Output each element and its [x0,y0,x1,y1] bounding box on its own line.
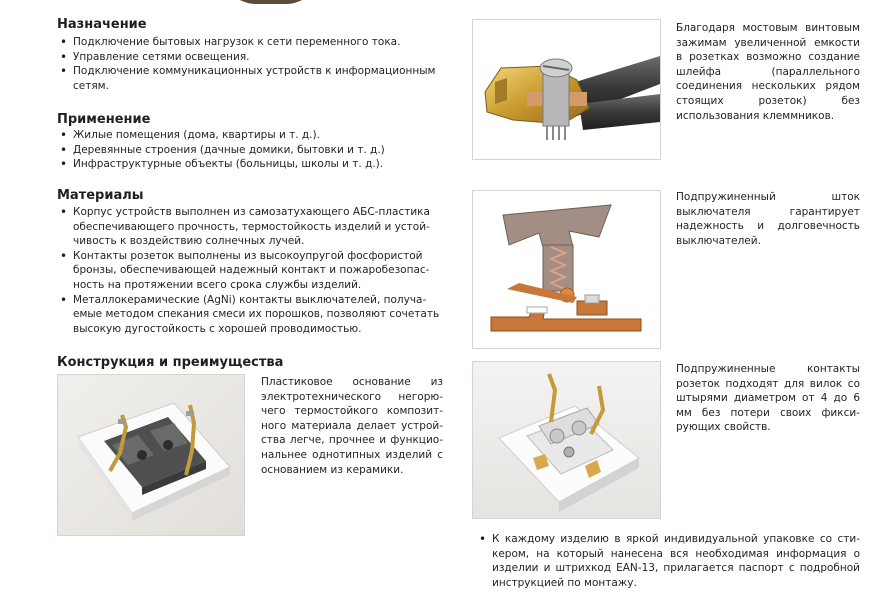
list-item: • Металлокерамические (AgNi) контакты выключателей, получаемые методом спекания смеси их порошков, позволяют сочетать высокую дугостойкость с хорошей проводимостью. [57,293,446,337]
list-item: • Жилые помещения (дома, квартиры и т. д.). [57,128,446,143]
socket-base-photo [57,374,245,536]
contacts-text: Подпружиненные контакты розеток подходят для вилок со штырями диаметром от 4 до 6 мм без потери своих фиксирующих свойств. [676,363,860,434]
materials-list [57,205,446,336]
application-title: Применение [57,112,151,127]
construction-text: Пластиковое основание из электротехнического негорючего термостойкого композитного материала делает устройства легче, прочнее и функциональнее однотипных изделий с основанием из керамики. [261,376,443,476]
construction-title: Конструкция и преимущества [57,355,284,370]
switch-text: Подпружиненный шток выключателя гарантирует надежность и долговечность выключателей. [676,191,860,247]
list-item: • Корпус устройств выполнен из самозатухающего АБС-пластика обеспечивающего прочность, термостойкость изделий и устойчивость к воздействию солнечных лучей. [57,205,446,249]
list-item: • Управление сетями освещения. [57,50,446,65]
materials-title: Материалы [57,188,144,203]
application-list [57,128,446,172]
purpose-title: Назначение [57,17,147,32]
list-item: • Контакты розеток выполнены из высокоупругой фосфористой бронзы, обеспечивающей надежный контакт и пожаробезопасность на протяжении всего срока службы изделий. [57,249,446,293]
terminals-text: Благодаря мостовым винтовым зажимам увеличенной емкости в розетках возможно создание шлейфа (параллельного соединения нескольких рядом стоящих розеток) без использования клеммников. [676,22,860,122]
list-item: • Инфраструктурные объекты (больницы, школы и т. д.). [57,157,446,172]
bridge-terminal-photo [472,19,661,160]
switch-mechanism-diagram [472,190,661,349]
list-item: • Подключение коммуникационных устройств к информационным сетям. [57,64,446,93]
top-decoration [222,0,320,4]
purpose-list [57,35,446,93]
list-item: • К каждому изделию в яркой индивидуальной упаковке со стикером, на который нанесена вся необходимая информация о изделии и штрихкод EAN-13, прилагается паспорт с подробной инструкцией по монтажу. [476,532,860,590]
socket-contacts-photo [472,361,661,519]
list-item: • Деревянные строения (дачные домики, бытовки и т. д.) [57,143,446,158]
list-item: • Подключение бытовых нагрузок к сети переменного тока. [57,35,446,50]
packaging-list [476,532,860,590]
